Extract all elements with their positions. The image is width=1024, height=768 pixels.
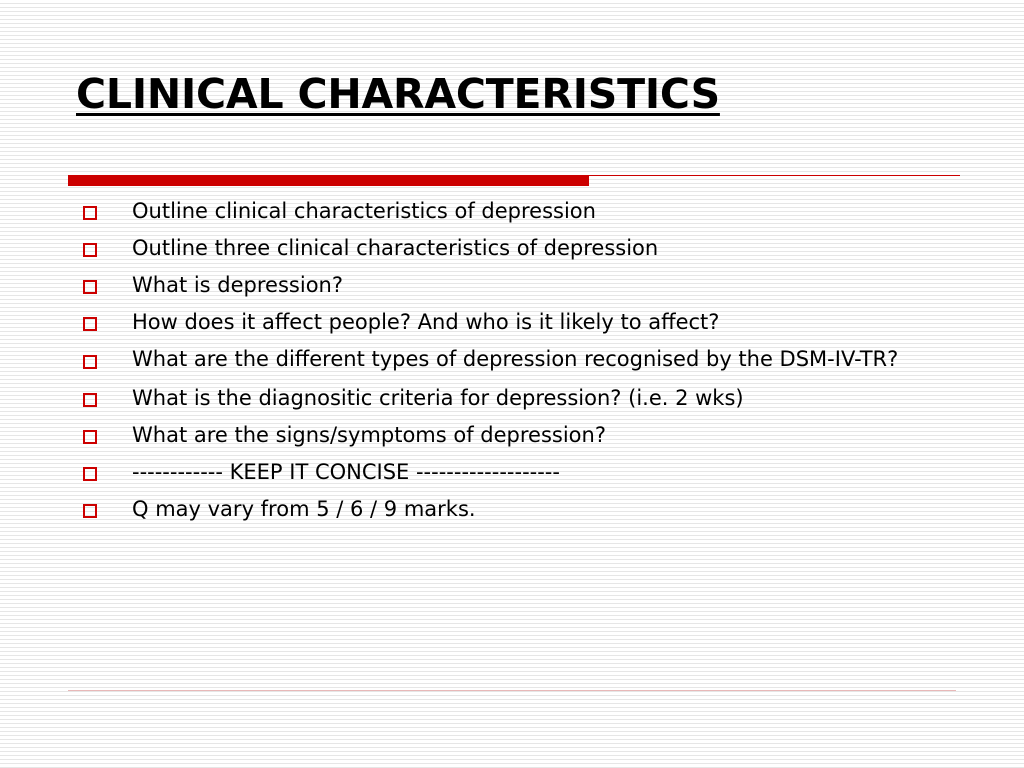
hollow-square-bullet-icon bbox=[83, 206, 97, 220]
hollow-square-bullet-icon bbox=[83, 317, 97, 331]
bullet-text: What is the diagnositic criteria for depression? (i.e. 2 wks) bbox=[132, 386, 744, 410]
hollow-square-bullet-icon bbox=[83, 504, 97, 518]
bullet-list bbox=[80, 195, 950, 530]
bullet-item bbox=[80, 232, 950, 264]
title-accent-line bbox=[589, 175, 960, 176]
bullet-item bbox=[80, 306, 950, 338]
bullet-item bbox=[80, 195, 950, 227]
bullet-item bbox=[80, 343, 950, 377]
bullet-text: Outline clinical characteristics of depression bbox=[132, 199, 596, 223]
bullet-text: How does it affect people? And who is it likely to affect? bbox=[132, 310, 720, 334]
bullet-text: What are the different types of depression recognised by the DSM-IV-TR? bbox=[132, 347, 899, 371]
hollow-square-bullet-icon bbox=[83, 393, 97, 407]
hollow-square-bullet-icon bbox=[83, 430, 97, 444]
bullet-text: Q may vary from 5 / 6 / 9 marks. bbox=[132, 497, 476, 521]
bullet-item bbox=[80, 493, 950, 525]
bullet-item bbox=[80, 419, 950, 451]
bullet-text: Outline three clinical characteristics of depression bbox=[132, 236, 659, 260]
bullet-item bbox=[80, 382, 950, 414]
bullet-text: What are the signs/symptoms of depression? bbox=[132, 423, 606, 447]
hollow-square-bullet-icon bbox=[83, 280, 97, 294]
footer-divider bbox=[68, 690, 956, 691]
slide-title: CLINICAL CHARACTERISTICS bbox=[76, 70, 720, 118]
title-accent-bar bbox=[68, 175, 589, 186]
bullet-text: What is depression? bbox=[132, 273, 343, 297]
hollow-square-bullet-icon bbox=[83, 243, 97, 257]
bullet-item bbox=[80, 456, 950, 488]
bullet-item bbox=[80, 269, 950, 301]
hollow-square-bullet-icon bbox=[83, 467, 97, 481]
hollow-square-bullet-icon bbox=[83, 355, 97, 369]
bullet-text: ------------ KEEP IT CONCISE ------------------- bbox=[132, 460, 560, 484]
